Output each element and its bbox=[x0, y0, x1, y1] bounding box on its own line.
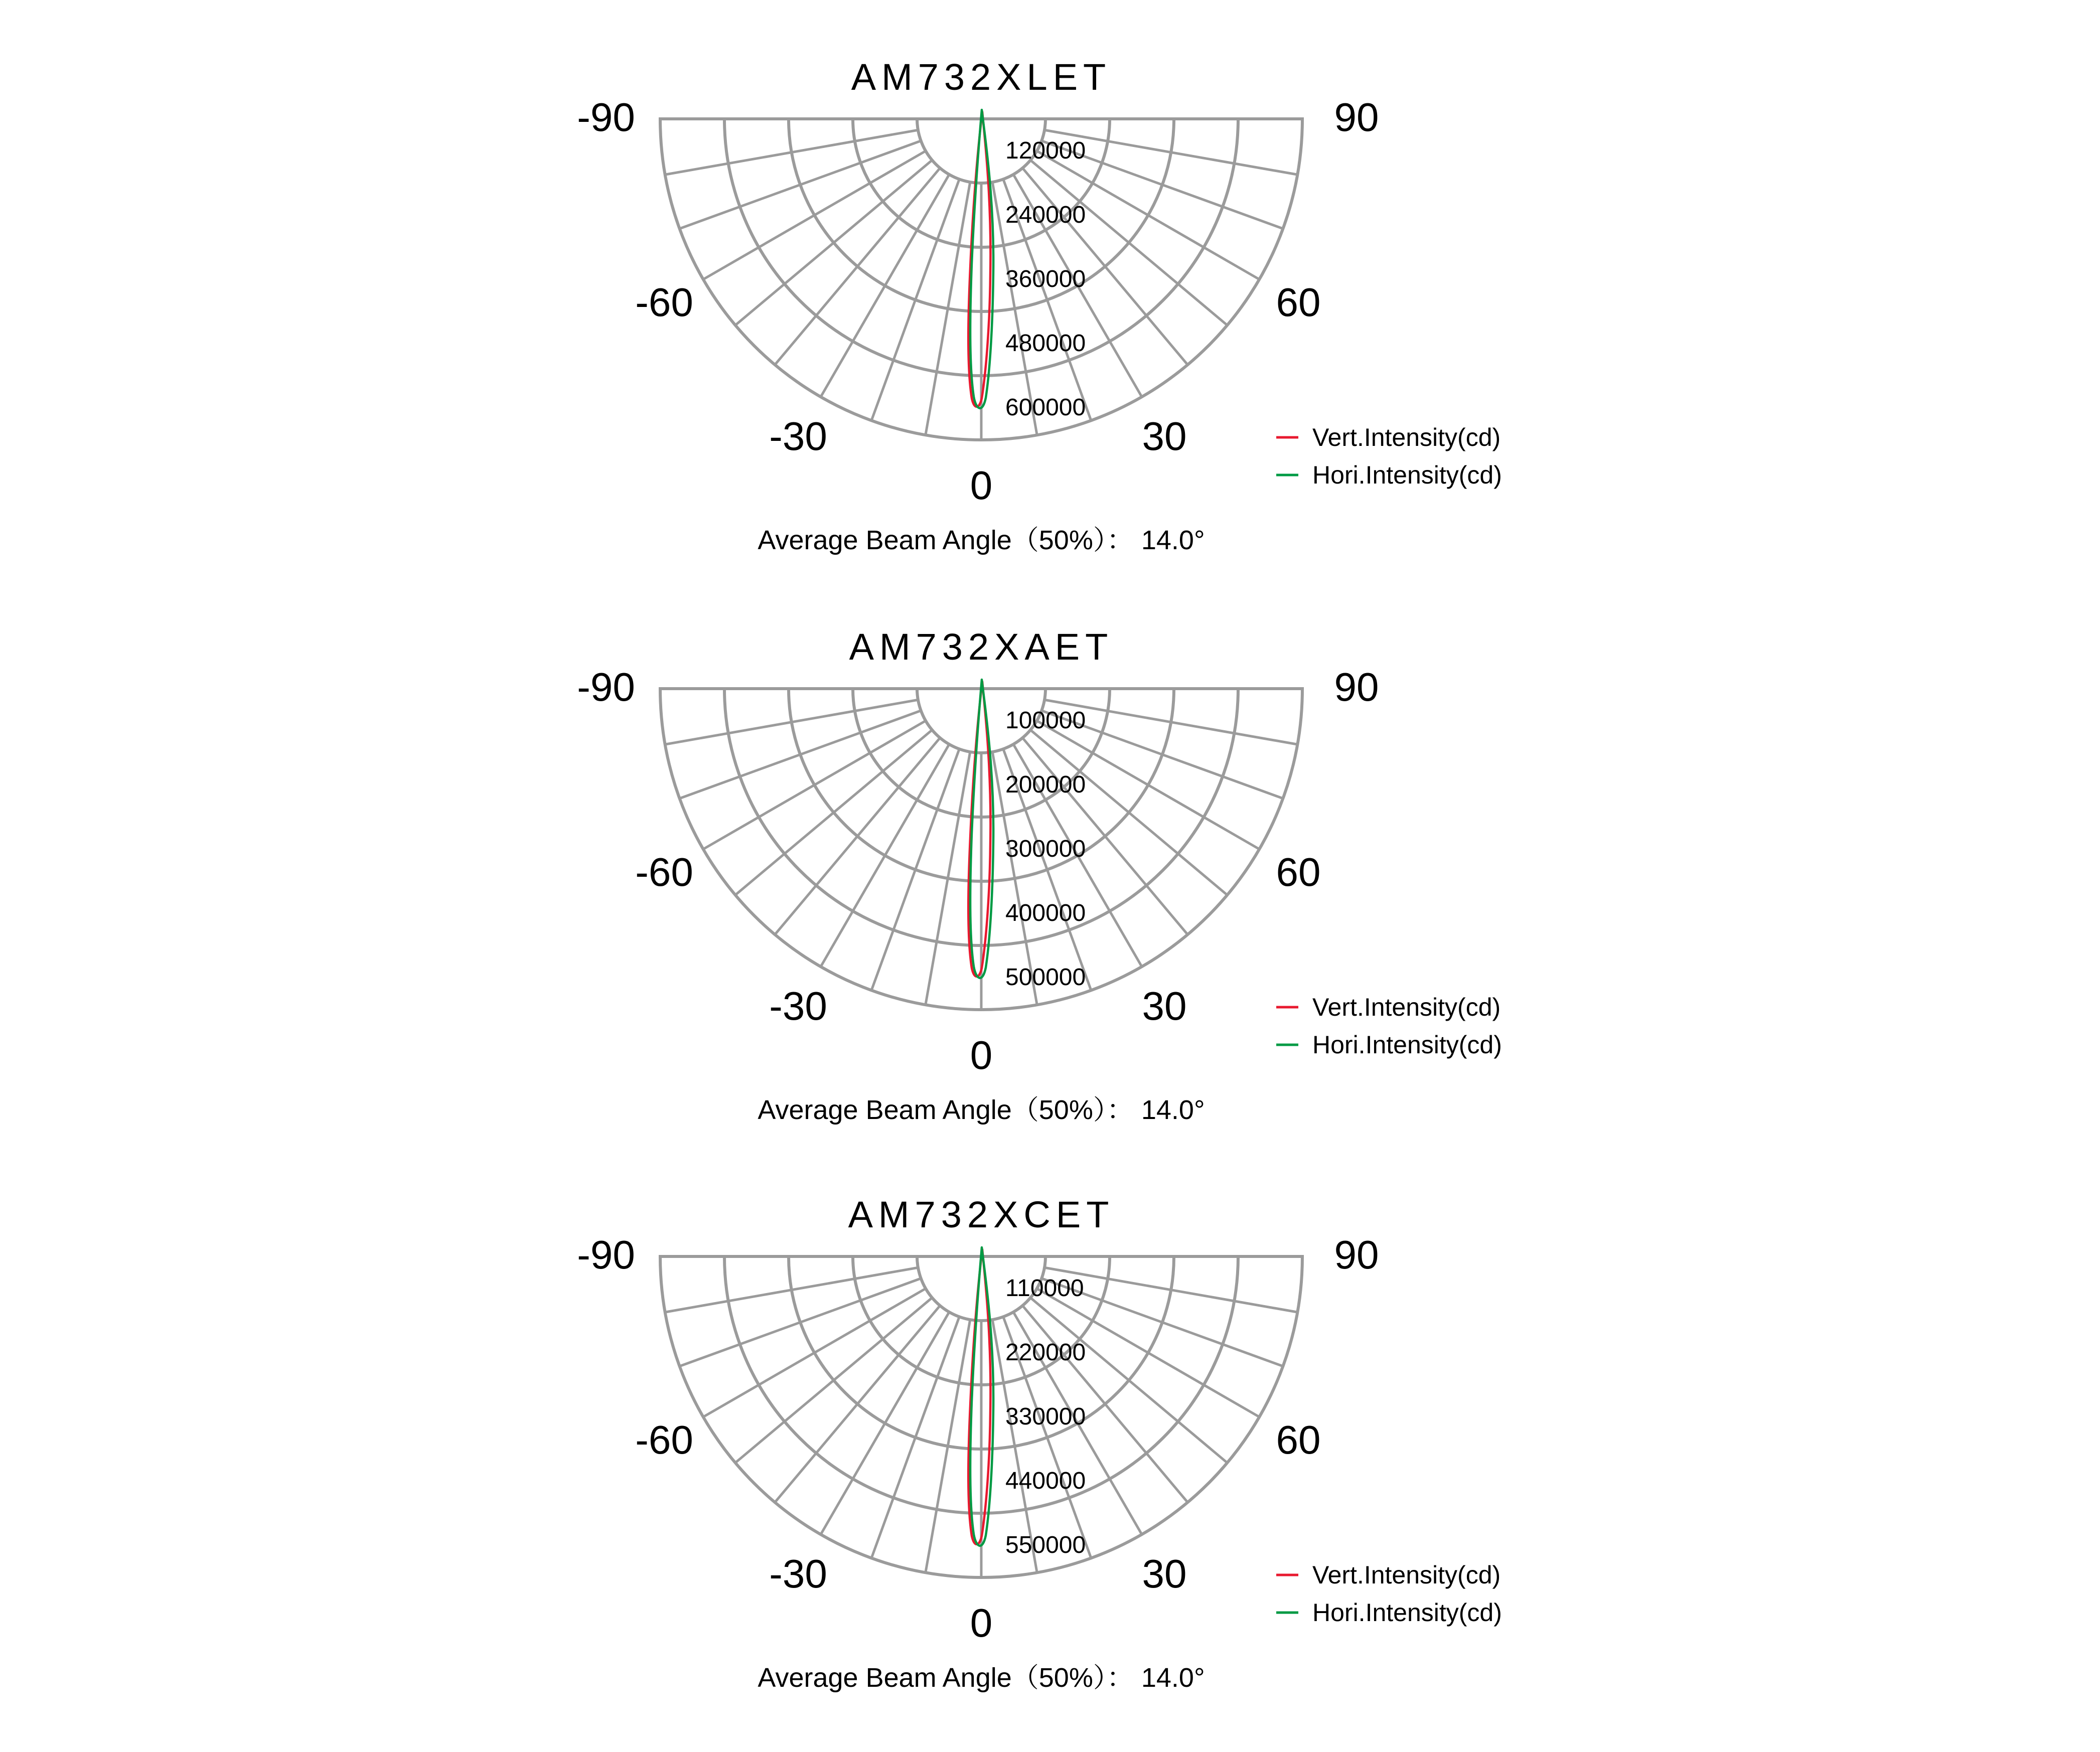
ring-label: 120000 bbox=[1005, 137, 1086, 164]
ring-label: 500000 bbox=[1005, 964, 1086, 991]
ring-label: 330000 bbox=[1005, 1403, 1086, 1430]
angle-label: 60 bbox=[1276, 850, 1321, 894]
angle-label: -90 bbox=[577, 1232, 635, 1277]
angle-label: -60 bbox=[635, 850, 693, 894]
ring-label: 440000 bbox=[1005, 1468, 1086, 1494]
angle-label: 90 bbox=[1334, 1232, 1379, 1277]
ring-label: 240000 bbox=[1005, 202, 1086, 228]
chart-title: AM732XCET bbox=[848, 1194, 1115, 1235]
legend-label: Vert.Intensity(cd) bbox=[1312, 1561, 1501, 1589]
angle-label: -60 bbox=[635, 280, 693, 325]
angle-label: -60 bbox=[635, 1417, 693, 1462]
ring-label: 300000 bbox=[1005, 836, 1086, 862]
ring-label: 400000 bbox=[1005, 900, 1086, 926]
ring-label: 110000 bbox=[1005, 1275, 1084, 1302]
angle-label: 30 bbox=[1142, 414, 1187, 458]
angle-label: 60 bbox=[1276, 1417, 1321, 1462]
ring-label: 220000 bbox=[1005, 1339, 1086, 1366]
beam-angle-caption: Average Beam Angle（50%）： 14.0° bbox=[758, 525, 1205, 555]
beam-angle-caption: Average Beam Angle（50%）： 14.0° bbox=[758, 1663, 1205, 1693]
ring-label: 100000 bbox=[1005, 707, 1086, 734]
chart-title: AM732XLET bbox=[851, 56, 1112, 98]
legend-label: Vert.Intensity(cd) bbox=[1312, 993, 1501, 1021]
legend-label: Hori.Intensity(cd) bbox=[1312, 1031, 1502, 1059]
ring-label: 550000 bbox=[1005, 1532, 1086, 1558]
ring-label: 480000 bbox=[1005, 330, 1086, 357]
angle-label: 30 bbox=[1142, 984, 1187, 1028]
ring-label: 600000 bbox=[1005, 394, 1086, 421]
angle-label: -30 bbox=[769, 1551, 827, 1596]
beam-angle-caption: Average Beam Angle（50%）： 14.0° bbox=[758, 1095, 1205, 1125]
angle-label: 60 bbox=[1276, 280, 1321, 325]
legend-label: Hori.Intensity(cd) bbox=[1312, 461, 1502, 489]
angle-label: 90 bbox=[1334, 665, 1379, 709]
angle-label: 0 bbox=[970, 1033, 993, 1077]
angle-label: -90 bbox=[577, 95, 635, 139]
angle-label: 0 bbox=[970, 463, 993, 508]
ring-label: 200000 bbox=[1005, 771, 1086, 798]
angle-label: -30 bbox=[769, 984, 827, 1028]
legend-label: Vert.Intensity(cd) bbox=[1312, 423, 1501, 451]
chart-title: AM732XAET bbox=[849, 626, 1114, 668]
angle-label: -90 bbox=[577, 665, 635, 709]
legend-label: Hori.Intensity(cd) bbox=[1312, 1599, 1502, 1627]
angle-label: 90 bbox=[1334, 95, 1379, 139]
angle-label: 30 bbox=[1142, 1551, 1187, 1596]
angle-label: -30 bbox=[769, 414, 827, 458]
angle-label: 0 bbox=[970, 1601, 993, 1645]
ring-label: 360000 bbox=[1005, 266, 1086, 292]
